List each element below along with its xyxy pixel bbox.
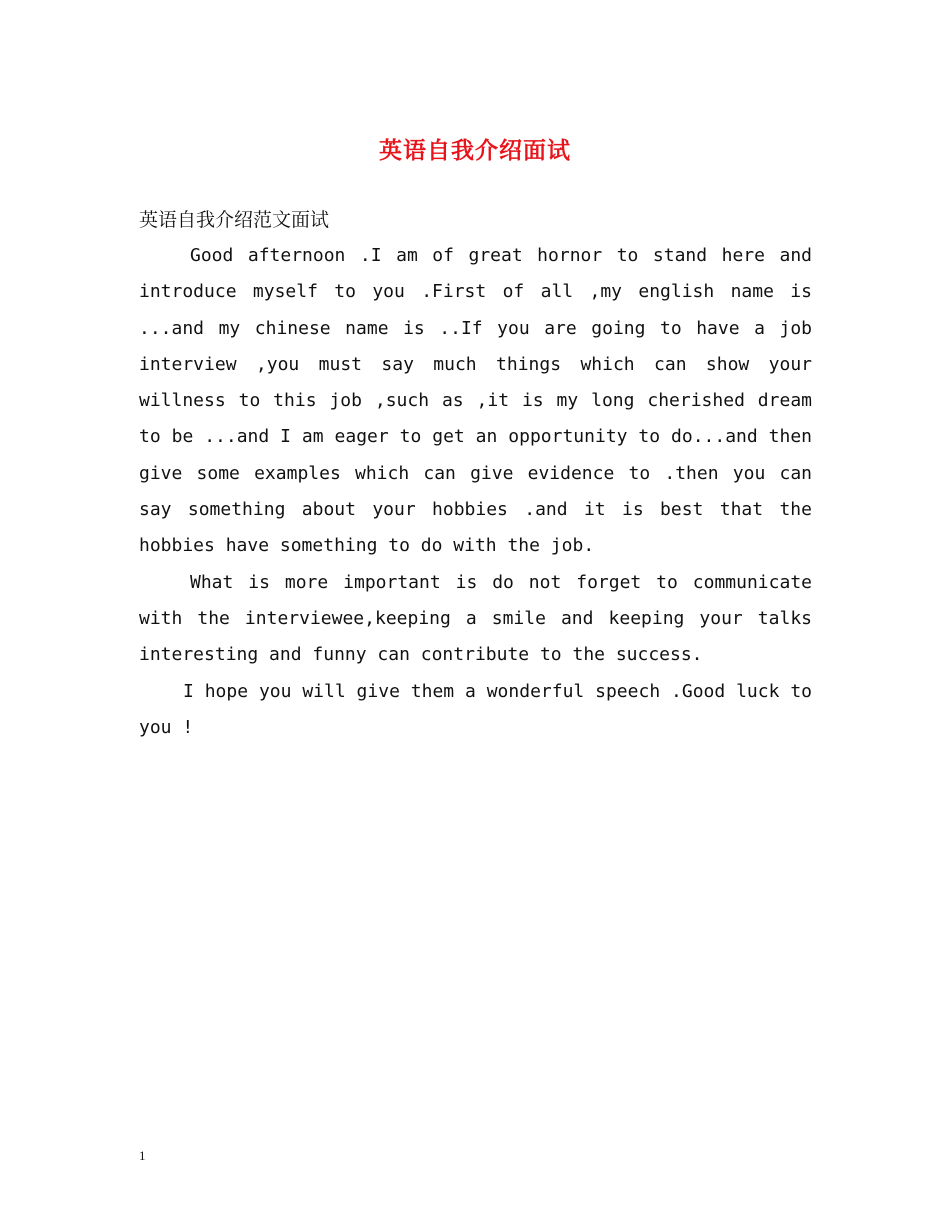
paragraph-2: What is more important is do not forget to communicate with the interviewee,keeping a smile and keeping your talks interesting and funny can contribute to the success. bbox=[139, 571, 812, 666]
document-title: 英语自我介绍面试 bbox=[379, 137, 571, 164]
paragraph-3: I hope you will give them a wonderful speech .Good luck to you ! bbox=[139, 680, 812, 738]
paragraph-1: Good afternoon .I am of great hornor to stand here and introduce myself to you .First of all ,my english name is ...and my chinese name is ..If you are going to have a job interview ,you must say much things which can show your willness to this job ,such as ,it is my long cherished dream to be ...and I am eager to get an opportunity to do...and then give some examples which can give evidence to .then you can say something about your hobbies .and it is best that the hobbies have something to do with the job. bbox=[139, 245, 812, 557]
page-number: 1 bbox=[139, 1148, 146, 1163]
document-subtitle: 英语自我介绍范文面试 bbox=[139, 209, 330, 231]
document-body bbox=[139, 238, 812, 746]
